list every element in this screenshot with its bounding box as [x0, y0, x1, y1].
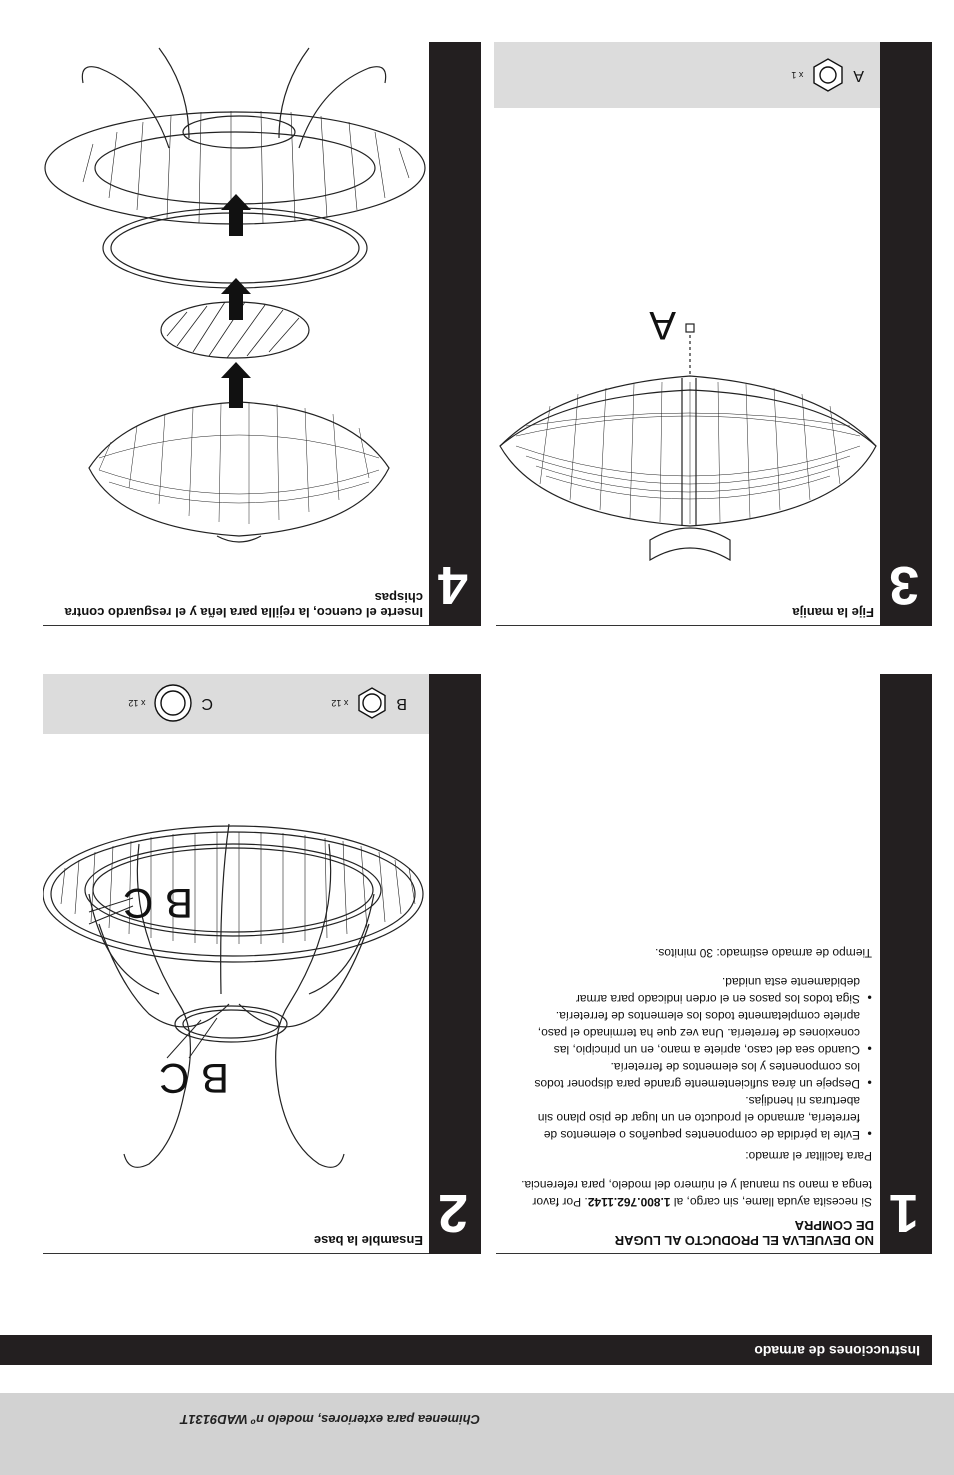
step-1-time: Tiempo de armado estimado: 30 minitos. [655, 946, 872, 960]
bowl-grate-screen-illustration [43, 42, 429, 588]
step-1-bar [880, 674, 932, 1254]
hardware-letter: C [201, 695, 213, 712]
step-2-bar [429, 674, 481, 1254]
step-3-hardware-bar [494, 42, 880, 108]
list-item: ● Cuando sea del caso, apriete a mano, en un principio, las conexiones de ferretería. Una vez que ha terminado el paso, apriete completamente todos los elementos de ferretería. [517, 1007, 860, 1058]
step-1-tips-heading: Para facilitar el armado: [745, 1149, 872, 1163]
base-assembly-illustration [43, 736, 429, 1224]
hardware-letter: B [396, 695, 407, 712]
step-3-panel [496, 42, 932, 626]
step-1-panel [496, 674, 932, 1254]
step-1-intro: Si necesita ayuda llame, sin cargo, al 1.800.762.1142. Por favor tenga a mano su manual y el número del modelo, para referencia. [521, 1178, 872, 1209]
step-2-hardware-bar [43, 674, 429, 734]
hex-nut-icon [811, 58, 845, 92]
hex-bolt-icon [356, 687, 388, 719]
callout-bc-2: B C [122, 880, 193, 927]
step-3-title: Fije la manija [792, 605, 874, 620]
footer-product-title: Chimenea para exteriores, modelo nº WAD9131T [180, 1412, 480, 1427]
hardware-item-c [128, 688, 213, 718]
step-2-title: Ensamble la base [313, 1233, 423, 1248]
bowl-handle-illustration [496, 110, 880, 596]
step-1-number: 1 [888, 1183, 920, 1243]
washer-icon [153, 683, 193, 723]
step-2-number: 2 [437, 1183, 469, 1243]
step-3-number: 3 [888, 555, 920, 615]
step-2-panel [43, 674, 481, 1254]
step-4-panel [43, 42, 481, 626]
page-footer [0, 1393, 954, 1475]
step-1-title: NO DEVUELVA EL PRODUCTO AL LUGAR DE COMPRA [614, 1218, 874, 1248]
step-1-tips-list [517, 973, 872, 1143]
hardware-item-a [791, 60, 864, 90]
hardware-letter: A [853, 67, 864, 84]
step-4-number: 4 [437, 555, 469, 615]
step-3-bar [880, 42, 932, 626]
hardware-qty: x 12 [128, 698, 146, 708]
hardware-qty: x 12 [331, 698, 349, 708]
support-phone: 1.800.762.1142 [587, 1195, 671, 1209]
callout-bc-1: B C [158, 1055, 229, 1102]
callout-a: A [649, 303, 676, 347]
step-1-body [517, 932, 872, 1210]
list-item: ● Evite la pérdida de componentes pequeños o elementos de ferretería, armando el producto en un lugar de piso plano sin aberturas ni hendijas. [517, 1092, 860, 1143]
list-item: ● Despeje un área suficientemente grande para disponer todos los componentes y los elementos de ferretería. [517, 1058, 860, 1092]
step-4-title: Inserte el cuenco, la rejilla para leña y el resguardo contra chispas [64, 590, 423, 620]
section-header [0, 1335, 932, 1365]
list-item: ● Siga todos los pasos en el orden indicado para armar debidamente esta unidad. [517, 973, 860, 1007]
section-title: Instrucciones de armado [754, 1343, 920, 1359]
hardware-item-b [331, 688, 407, 718]
step-4-bar [429, 42, 481, 626]
hardware-qty: x 1 [791, 70, 804, 80]
